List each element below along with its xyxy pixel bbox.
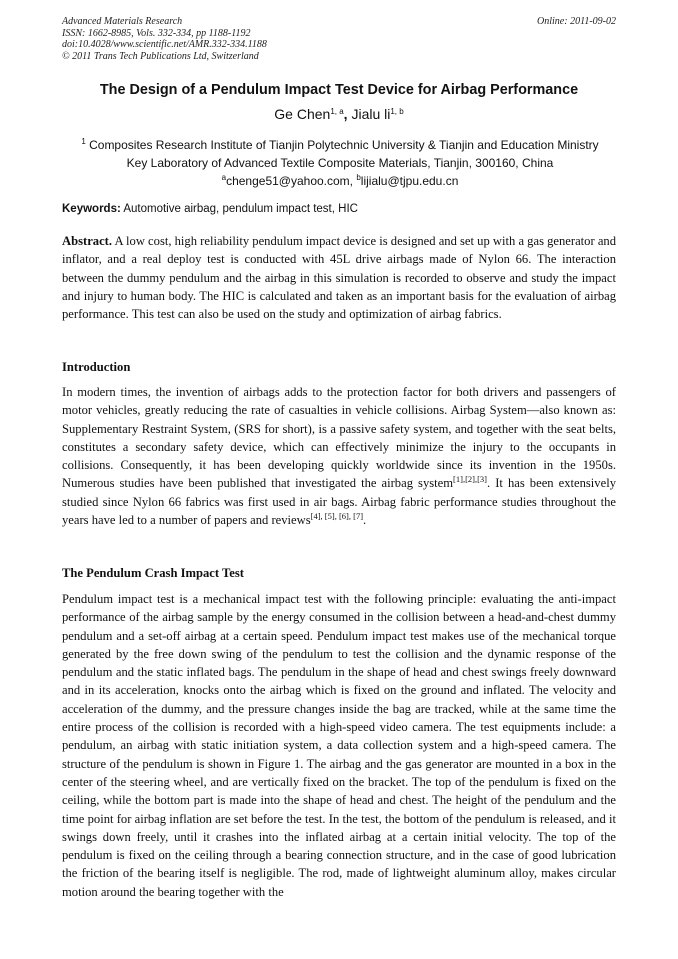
abstract-text: A low cost, high reliability pendulum impact device is designed and set up with a gas generator and inflator, and a real deploy test is conducted with 45L drive airbags made of Nylon 66. The interaction between the dummy pendulum and the airbag in this simulation is recorded to observe and study the impact and injury to human body. The HIC is calculated and taken as an important basis for the evaluation of airbag performance. This test can also be used on the study and optimization of airbag fabrics. bbox=[62, 234, 616, 322]
journal-name: Advanced Materials Research bbox=[62, 16, 183, 27]
abstract bbox=[62, 232, 616, 323]
email-link[interactable]: chenge51@yahoo.com, bbox=[226, 174, 357, 188]
emails bbox=[62, 172, 618, 190]
pendulum-body: Pendulum impact test is a mechanical impact test with the following principle: evaluating the anti-impact performance of the airbag sample by the energy consumed in the collision between a head-and-chest dummy pendulum and a set-off airbag at a certain speed. Pendulum impact test makes use of the mechanical torque generated by the free down swing of the pendulum to test the collision and the dynamic response of the pendulum and the static inflated bags. The pendulum in the shape of head and chest swings freely downward and in its acceleration, knocks onto the airbag which is fixed on the ground and inflated. The velocity and acceleration of the dummy, and the pressure changes inside the bag are tracked, while at the same time the entire process of the collision is recorded with a high-speed video camera. The test equipments include: a pendulum, an airbag with static initiation system, a data collection system and a high-speed camera. The structure of the pendulum is shown in Figure 1. The airbag and the gas generator are mounted in a box in the center of the steering wheel, and are vertically fixed on the bracket. The top of the pendulum is fixed on the ceiling, while the bottom part is made into the shape of head and chest. The height of the pendulum and the time point for airbag inflation are set before the test. In the test, the bottom of the pendulum is released, and it swings down freely, until it crashes into the inflated airbag at a certain initial velocity. The top of the pendulum is fixed on the ceiling through a bearing connection structure, and in the case of good lubrication the friction of the bearing itself is negligible. The rod, made of lightweight aluminum alloy, makes circular motion around the bearing together with the bbox=[62, 592, 616, 899]
paper-title: The Design of a Pendulum Impact Test Device for Airbag Performance bbox=[99, 82, 579, 98]
email-sup: a bbox=[221, 173, 227, 182]
paragraph-text: . It has been extensively studied since Nylon 66 fabrics was first used in air bags. Airbag fabric performance studies throughout the years have led to a number of papers and reviews bbox=[62, 476, 616, 528]
affil-line: Key Laboratory of Advanced Textile Composite Materials, Tianjin, 300160, China bbox=[126, 156, 554, 170]
author-affil-sup: 1, b bbox=[390, 107, 404, 116]
author-affil-sup: 1, a bbox=[330, 107, 344, 116]
affil-number: 1 bbox=[81, 137, 86, 146]
introduction-body bbox=[62, 383, 616, 529]
author-name: Ge Chen bbox=[274, 106, 331, 122]
online-date: Online: 2011-09-02 bbox=[537, 16, 616, 27]
section-heading: Introduction bbox=[62, 360, 131, 374]
author-line bbox=[0, 106, 678, 122]
email-sup: b bbox=[356, 173, 361, 182]
keywords bbox=[62, 203, 618, 215]
keywords-text: Automotive airbag, pendulum impact test, HIC bbox=[120, 203, 358, 215]
issn-line: ISSN: 1662-8985, Vols. 332-334, pp 1188-1192 bbox=[62, 27, 251, 39]
author-name: Jialu li bbox=[351, 106, 391, 122]
doi-line: doi:10.4028/www.scientific.net/AMR.332-334.1188 bbox=[62, 39, 267, 50]
citation-ref[interactable]: [1],[2],[3] bbox=[453, 474, 488, 485]
paragraph-text: . bbox=[363, 513, 367, 528]
keywords-label: Keywords: bbox=[62, 203, 121, 215]
section-heading: The Pendulum Crash Impact Test bbox=[62, 566, 244, 580]
author-separator: , bbox=[343, 106, 352, 122]
affil-line: Composites Research Institute of Tianjin Polytechnic University & Tianjin and Education Ministry bbox=[85, 138, 599, 152]
citation-ref[interactable]: [4], [5], [6], [7] bbox=[310, 511, 364, 522]
journal-header bbox=[62, 16, 622, 62]
affiliation bbox=[62, 136, 618, 190]
email-link[interactable]: lijialu@tjpu.edu.cn bbox=[360, 174, 459, 188]
abstract-label: Abstract. bbox=[62, 234, 113, 248]
paragraph-text: In modern times, the invention of airbags adds to the protection factor for both drivers and passengers of motor vehicles, greatly reducing the rate of casualties in vehicle collisions. Airbag System—also known as: Supplementary Restraint System, (SRS for short), is a passive safety system, and together with the seat belts, constitutes a secondary safety device, which can effectively minimize the injury to the occupants in collisions. Consequently, it has been developing quickly worldwide since its invention in the 1950s. Numerous studies have been published that investigated the airbag system bbox=[62, 385, 616, 491]
copyright-line: © 2011 Trans Tech Publications Ltd, Switzerland bbox=[62, 50, 259, 62]
